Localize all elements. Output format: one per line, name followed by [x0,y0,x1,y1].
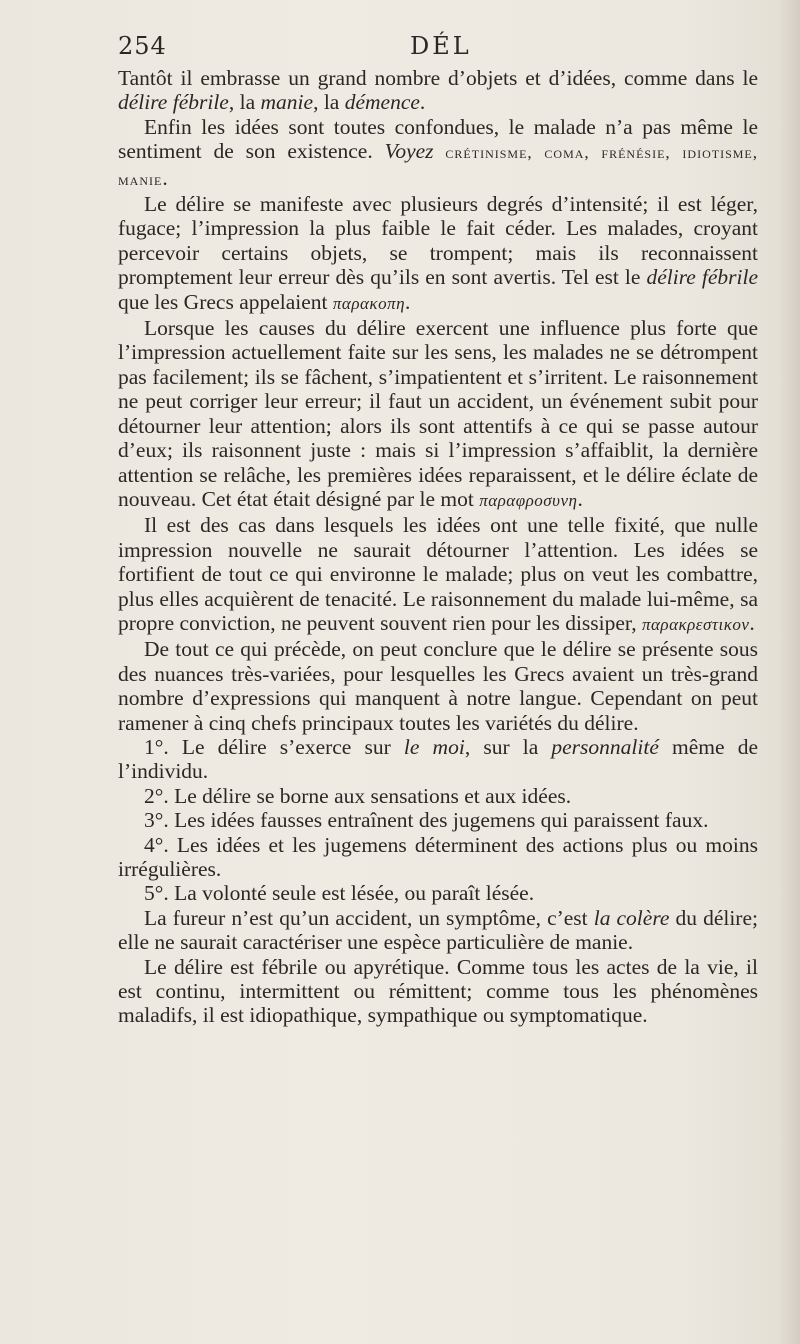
text-run [434,139,446,163]
paragraph [118,784,758,808]
text-run: 2°. Le délire se borne aux sensations et aux idées. [144,783,572,808]
text-run: La fureur n’est qu’un accident, un symptôme, c’est [144,905,594,930]
text-run: même de l’individu. [118,734,758,784]
text-run: Lorsque les causes du délire exercent une influence plus forte que l’impression actuellement faite sur les sens, les malades ne se détrompent pas facilement; ils se fâchent, s’impatientent et s’irritent. Le raisonnement ne peut corriger leur erreur; il faut un accident, un événement subit pour détourner leur attention; alors ils sont attentifs à ce qui se passe autour d’eux; ils raisonnent juste : mais si l’impression s’affaiblit, la dernière attention se relâche, les premières idées reparaissent, et le délire éclate de nouveau. Cet état était désigné par le mot [118,316,758,511]
text-run: Il est des cas dans lesquels les idées ont une telle fixité, que nulle impression nouvelle ne saurait détourner l’attention. Les idées se fortifient de tout ce qui environne le malade; plus on veut les combattre, plus elles acquièrent de tenacité. Le raisonnement du malade lui-même, sa propre conviction, ne peuvent souvent rien pour les dissiper, [118,513,758,635]
text-run: . [577,486,583,511]
italic-text: la colère [593,905,670,930]
greek-term: παραφροσυνη [479,490,578,510]
paragraph [118,637,758,735]
paragraph [118,881,758,905]
italic-text: le moi [403,734,465,759]
small-caps-text: crétinisme, coma, frénésie, idiotisme, manie [118,143,758,189]
running-title: DÉL [410,32,472,60]
paragraph [118,192,758,316]
text-run: 3°. Les idées fausses entraînent des jugemens qui paraissent faux. [144,808,709,833]
paragraph [118,316,758,513]
text-run: Le délire est fébrile ou apyrétique. Comme tous les actes de la vie, il est continu, intermittent ou rémittent; comme tous les phénomènes maladifs, il est idiopathique, sympathique ou symptomatique. [118,954,758,1028]
paragraph [118,833,758,882]
paragraph [118,955,758,1028]
italic-text: personnalité [551,734,659,759]
paragraph [118,906,758,955]
text-run: Tantôt il embrasse un grand nombre d’objets et d’idées, comme dans le [118,66,758,90]
text-run: . [419,90,426,115]
text-run: , la [228,90,261,115]
italic-text: manie [260,90,314,115]
text-run: . [749,610,755,635]
body-text [118,66,758,1028]
text-run: , la [313,90,345,115]
paragraph [118,735,758,784]
italic-text: délire fébrile [646,265,758,290]
text-run: 5°. La volonté seule est lésée, ou paraît lésée. [144,881,535,906]
text-run: . [162,165,168,190]
italic-text: délire fébrile [118,90,229,115]
text-run: du délire; elle ne saurait caractériser une espèce particulière de manie. [118,905,758,955]
text-run: 4°. Les idées et les jugemens déterminent des actions plus ou moins irrégulières. [118,832,758,881]
italic-text: Voyez [384,139,434,164]
text-run: De tout ce qui précède, on peut conclure que le délire se présente sous des nuances très-variées, pour lesquelles les Grecs avaient un très-grand nombre d’expressions qui manquent à notre langue. Cependant on peut ramener à cinq chefs principaux toutes les variétés du délire. [118,637,758,735]
page-edge-shadow [778,0,800,1344]
text-run: que les Grecs appelaient [118,289,333,314]
paragraph [118,66,758,115]
page-number: 254 [118,32,167,60]
page-header [118,32,758,64]
text-run: Enfin les idées sont toutes confondues, le malade n’a pas même le sentiment de son existence. [118,114,758,164]
text-run: Le délire se manifeste avec plusieurs degrés d’intensité; il est léger, fugace; l’impression la plus faible le fait céder. Les malades, croyant percevoir certains objets, se trompent; mais ils reconnaissent promptement leur erreur dès qu’ils en sont avertis. Tel est le [118,192,758,290]
paragraph [118,115,758,192]
paragraph [118,513,758,637]
text-run: . [405,289,411,314]
greek-term: παρακοπη [332,293,406,313]
text-run: , sur la [464,734,552,759]
greek-term: παρακρεστικον [641,614,750,634]
italic-text: démence [344,90,420,115]
paragraph [118,808,758,832]
text-run: 1°. Le délire s’exerce sur [144,734,404,759]
